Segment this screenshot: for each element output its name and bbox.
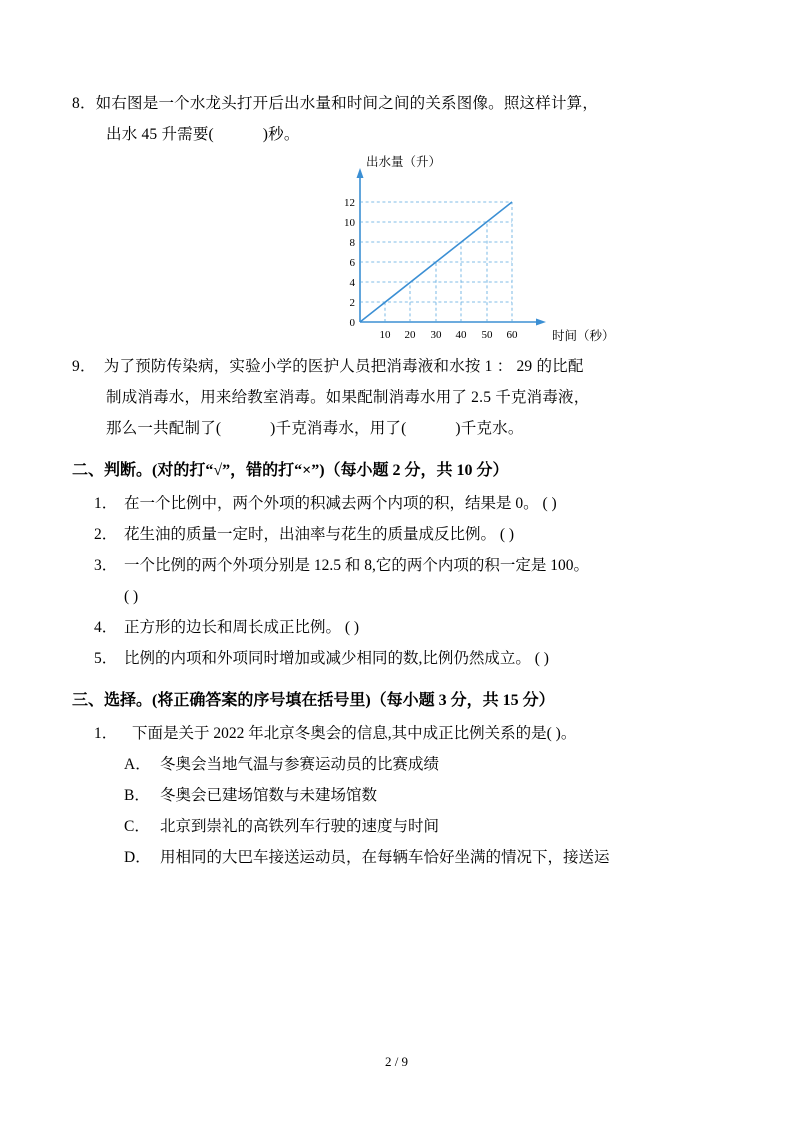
item-text: 一个比例的两个外项分别是 12.5 和 8,它的两个内项的积一定是 100。: [124, 557, 590, 574]
option-text: 冬奥会当地气温与参赛运动员的比赛成绩: [160, 756, 440, 773]
judge-item-2: [72, 519, 721, 550]
option-label: D．: [124, 849, 151, 866]
svg-text:0: 0: [349, 317, 355, 329]
option-text: 北京到崇礼的高铁列车行驶的速度与时间: [160, 818, 440, 835]
question-8-line-1: 8．如右图是一个水龙头打开后出水量和时间之间的关系图像。照这样计算，: [72, 95, 599, 112]
chart-container: [72, 154, 721, 349]
item-text: 下面是关于 2022 年北京冬奥会的信息,其中成正比例关系的是( )。: [132, 725, 577, 742]
judge-item-1: [72, 488, 721, 519]
choice-option-d: [72, 842, 721, 873]
svg-text:20: 20: [404, 329, 416, 341]
question-9-line-1: 9． 为了预防传染病，实验小学的医护人员把消毒液和水按 1 ： 29 的比配: [72, 358, 584, 375]
item-number: 1．: [94, 725, 118, 742]
question-9-line-2: 制成消毒水，用来给教室消毒。如果配制消毒水用了 2.5 千克消毒液，: [106, 389, 590, 406]
judge-item-3: [72, 550, 721, 581]
section-2-items: [72, 488, 721, 674]
water-flow-line-chart: [300, 154, 630, 344]
judge-item-4: [72, 612, 721, 643]
judge-item-5: [72, 643, 721, 674]
choice-option-a: [72, 749, 721, 780]
svg-text:30: 30: [430, 329, 442, 341]
item-text: 花生油的质量一定时，出油率与花生的质量成反比例。 ( ): [124, 526, 515, 543]
svg-text:40: 40: [455, 329, 467, 341]
choice-option-b: [72, 780, 721, 811]
question-8-line-2: 出水 45 升需要( )秒。: [106, 126, 300, 143]
choice-option-c: [72, 811, 721, 842]
item-text: ( ): [124, 588, 139, 605]
choice-question-1: [72, 718, 721, 749]
item-number: 5．: [94, 650, 118, 667]
item-number: 2．: [94, 526, 118, 543]
question-8: [72, 88, 721, 150]
svg-text:12: 12: [344, 197, 355, 209]
option-label: B．: [124, 787, 150, 804]
svg-text:4: 4: [349, 277, 355, 289]
svg-text:10: 10: [344, 217, 355, 229]
item-text: 比例的内项和外项同时增加或减少相同的数,比例仍然成立。 ( ): [124, 650, 549, 667]
svg-text:2: 2: [349, 297, 355, 309]
svg-text:10: 10: [379, 329, 391, 341]
svg-text:6: 6: [349, 257, 355, 269]
option-text: 冬奥会已建场馆数与未建场馆数: [160, 787, 378, 804]
svg-text:8: 8: [349, 237, 355, 249]
item-number: 1．: [94, 495, 118, 512]
svg-text:50: 50: [481, 329, 493, 341]
question-9: [72, 351, 721, 444]
section-3-heading: 三、选择。(将正确答案的序号填在括号里)（每小题 3 分，共 15 分）: [72, 692, 555, 709]
chart-x-axis-title: 时间（秒）: [552, 329, 615, 343]
chart-y-axis-title: 出水量（升）: [366, 155, 442, 169]
option-label: C．: [124, 818, 150, 835]
svg-text:60: 60: [506, 329, 518, 341]
option-label: A．: [124, 756, 151, 773]
item-number: 3．: [94, 557, 118, 574]
judge-item-3-cont: [72, 581, 721, 612]
option-text: 用相同的大巴车接送运动员，在每辆车恰好坐满的情况下，接送运: [160, 849, 610, 866]
section-2-heading: 二、判断。(对的打“√”，错的打“×”)（每小题 2 分，共 10 分）: [72, 462, 509, 479]
question-9-line-3: 那么一共配制了( )千克消毒水，用了( )千克水。: [106, 420, 524, 437]
item-text: 正方形的边长和周长成正比例。 ( ): [124, 619, 360, 636]
item-number: 4．: [94, 619, 118, 636]
item-text: 在一个比例中，两个外项的积减去两个内项的积，结果是 0。 ( ): [124, 495, 557, 512]
page-footer: 2 / 9: [384, 1054, 409, 1069]
